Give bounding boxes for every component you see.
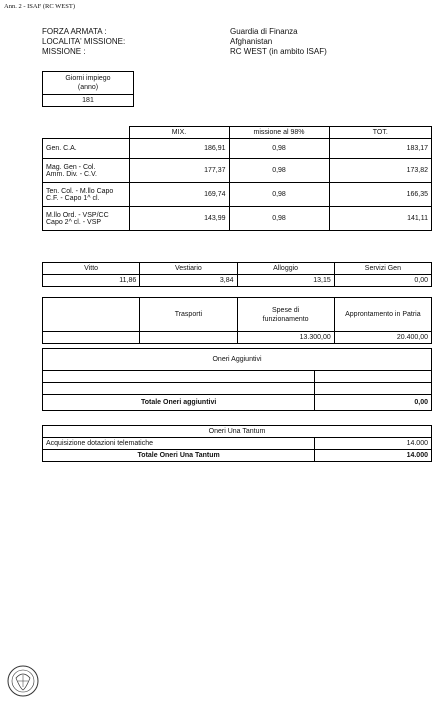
rank-label xyxy=(43,207,130,231)
oneri-blank-2 xyxy=(43,383,315,395)
oneri-total-value: 0,00 xyxy=(315,395,432,411)
oneri-blank-2-value xyxy=(315,383,432,395)
annex-header: Ann. 2 - ISAF (RC WEST) xyxy=(4,3,76,10)
rates-row xyxy=(43,139,432,159)
rates-row xyxy=(43,183,432,207)
value-missione: RC WEST (in ambito ISAF) xyxy=(230,47,327,56)
rank-label xyxy=(43,183,130,207)
rank-label-line1: Mag. Gen - Col. xyxy=(46,163,96,171)
oneri-total-label: Totale Oneri aggiuntivi xyxy=(43,395,315,411)
rates-header-mix: MIX. xyxy=(129,127,229,139)
tot-value: 173,82 xyxy=(329,159,432,183)
oneri-blank-1 xyxy=(43,371,315,383)
tot-value: 183,17 xyxy=(329,139,432,159)
tot-value: 141,11 xyxy=(329,207,432,231)
giorni-label-line1: Giorni impiego xyxy=(65,75,111,82)
giorni-value: 181 xyxy=(43,95,134,107)
oneri-table xyxy=(42,348,432,411)
vestiario-value: 3,84 xyxy=(140,275,237,287)
rates-header-m98: missione al 98% xyxy=(229,127,329,139)
vitto-header: Vitto xyxy=(43,263,140,275)
spese-header xyxy=(237,298,334,332)
vestiario-header: Vestiario xyxy=(140,263,237,275)
tantum-total-value: 14.000 xyxy=(315,450,432,462)
rank-label-line1: Gen. C.A. xyxy=(46,145,77,152)
trasporti-header-row xyxy=(43,298,432,332)
rank-label-line2: Amm. Div. - C.V. xyxy=(46,170,97,178)
approntamento-value: 20.400,00 xyxy=(334,332,431,344)
m98-value: 0,98 xyxy=(229,183,329,207)
alloggio-header: Alloggio xyxy=(237,263,334,275)
mix-value: 177,37 xyxy=(129,159,229,183)
tantum-title: Oneri Una Tantum xyxy=(43,426,432,438)
tantum-total-label: Totale Oneri Una Tantum xyxy=(43,450,315,462)
vitto-value: 11,86 xyxy=(43,275,140,287)
spese-value: 13.300,00 xyxy=(237,332,334,344)
m98-value: 0,98 xyxy=(229,159,329,183)
alloggio-value: 13,15 xyxy=(237,275,334,287)
oneri-title: Oneri Aggiuntivi xyxy=(43,349,432,371)
value-forza-armata: Guardia di Finanza xyxy=(230,27,298,36)
value-localita: Afghanistan xyxy=(230,37,273,46)
spese-header-line1: Spese di xyxy=(272,306,300,314)
vitto-value-row xyxy=(43,275,432,287)
trasporti-table xyxy=(42,297,432,344)
vitto-header-row xyxy=(43,263,432,275)
label-forza-armata: FORZA ARMATA : xyxy=(42,27,107,36)
blank-header xyxy=(43,298,140,332)
trasporti-value-row xyxy=(43,332,432,344)
approntamento-header: Approntamento in Patria xyxy=(334,298,431,332)
info-labels xyxy=(42,27,125,57)
tantum-item-label: Acquisizione dotazioni telematiche xyxy=(43,438,315,450)
rates-header-tot: TOT. xyxy=(329,127,432,139)
rates-header-row xyxy=(43,127,432,139)
rates-corner xyxy=(43,127,130,139)
spese-header-line2: funzionamento xyxy=(262,315,309,323)
m98-value: 0,98 xyxy=(229,207,329,231)
label-missione: MISSIONE : xyxy=(42,47,86,56)
rates-row xyxy=(43,207,432,231)
trasporti-header: Trasporti xyxy=(140,298,237,332)
label-localita: LOCALITA' MISSIONE: xyxy=(42,37,126,46)
rank-label-line2: Capo 2^ cl. - VSP xyxy=(46,218,102,226)
info-values xyxy=(230,27,327,57)
blank-value xyxy=(43,332,140,344)
rates-table xyxy=(42,126,432,231)
servizi-header: Servizi Gen xyxy=(334,263,431,275)
giorni-label xyxy=(43,72,134,95)
stamp-seal-icon xyxy=(6,664,40,698)
trasporti-value xyxy=(140,332,237,344)
mix-value: 169,74 xyxy=(129,183,229,207)
tantum-item-value: 14.000 xyxy=(315,438,432,450)
rank-label-line1: Ten. Col. - M.llo Capo xyxy=(46,187,114,195)
servizi-value: 0,00 xyxy=(334,275,431,287)
rank-label-line1: M.llo Ord. - VSP/CC xyxy=(46,211,109,219)
rank-label xyxy=(43,139,130,159)
mix-value: 186,91 xyxy=(129,139,229,159)
tantum-table xyxy=(42,425,432,462)
giorni-label-line2: (anno) xyxy=(77,84,99,91)
rank-label xyxy=(43,159,130,183)
oneri-blank-1-value xyxy=(315,371,432,383)
m98-value: 0,98 xyxy=(229,139,329,159)
vitto-table xyxy=(42,262,432,287)
giorni-table xyxy=(42,71,134,107)
mix-value: 143,99 xyxy=(129,207,229,231)
rates-row xyxy=(43,159,432,183)
rank-label-line2: C.F. - Capo 1^ cl. xyxy=(46,194,100,202)
tot-value: 166,35 xyxy=(329,183,432,207)
